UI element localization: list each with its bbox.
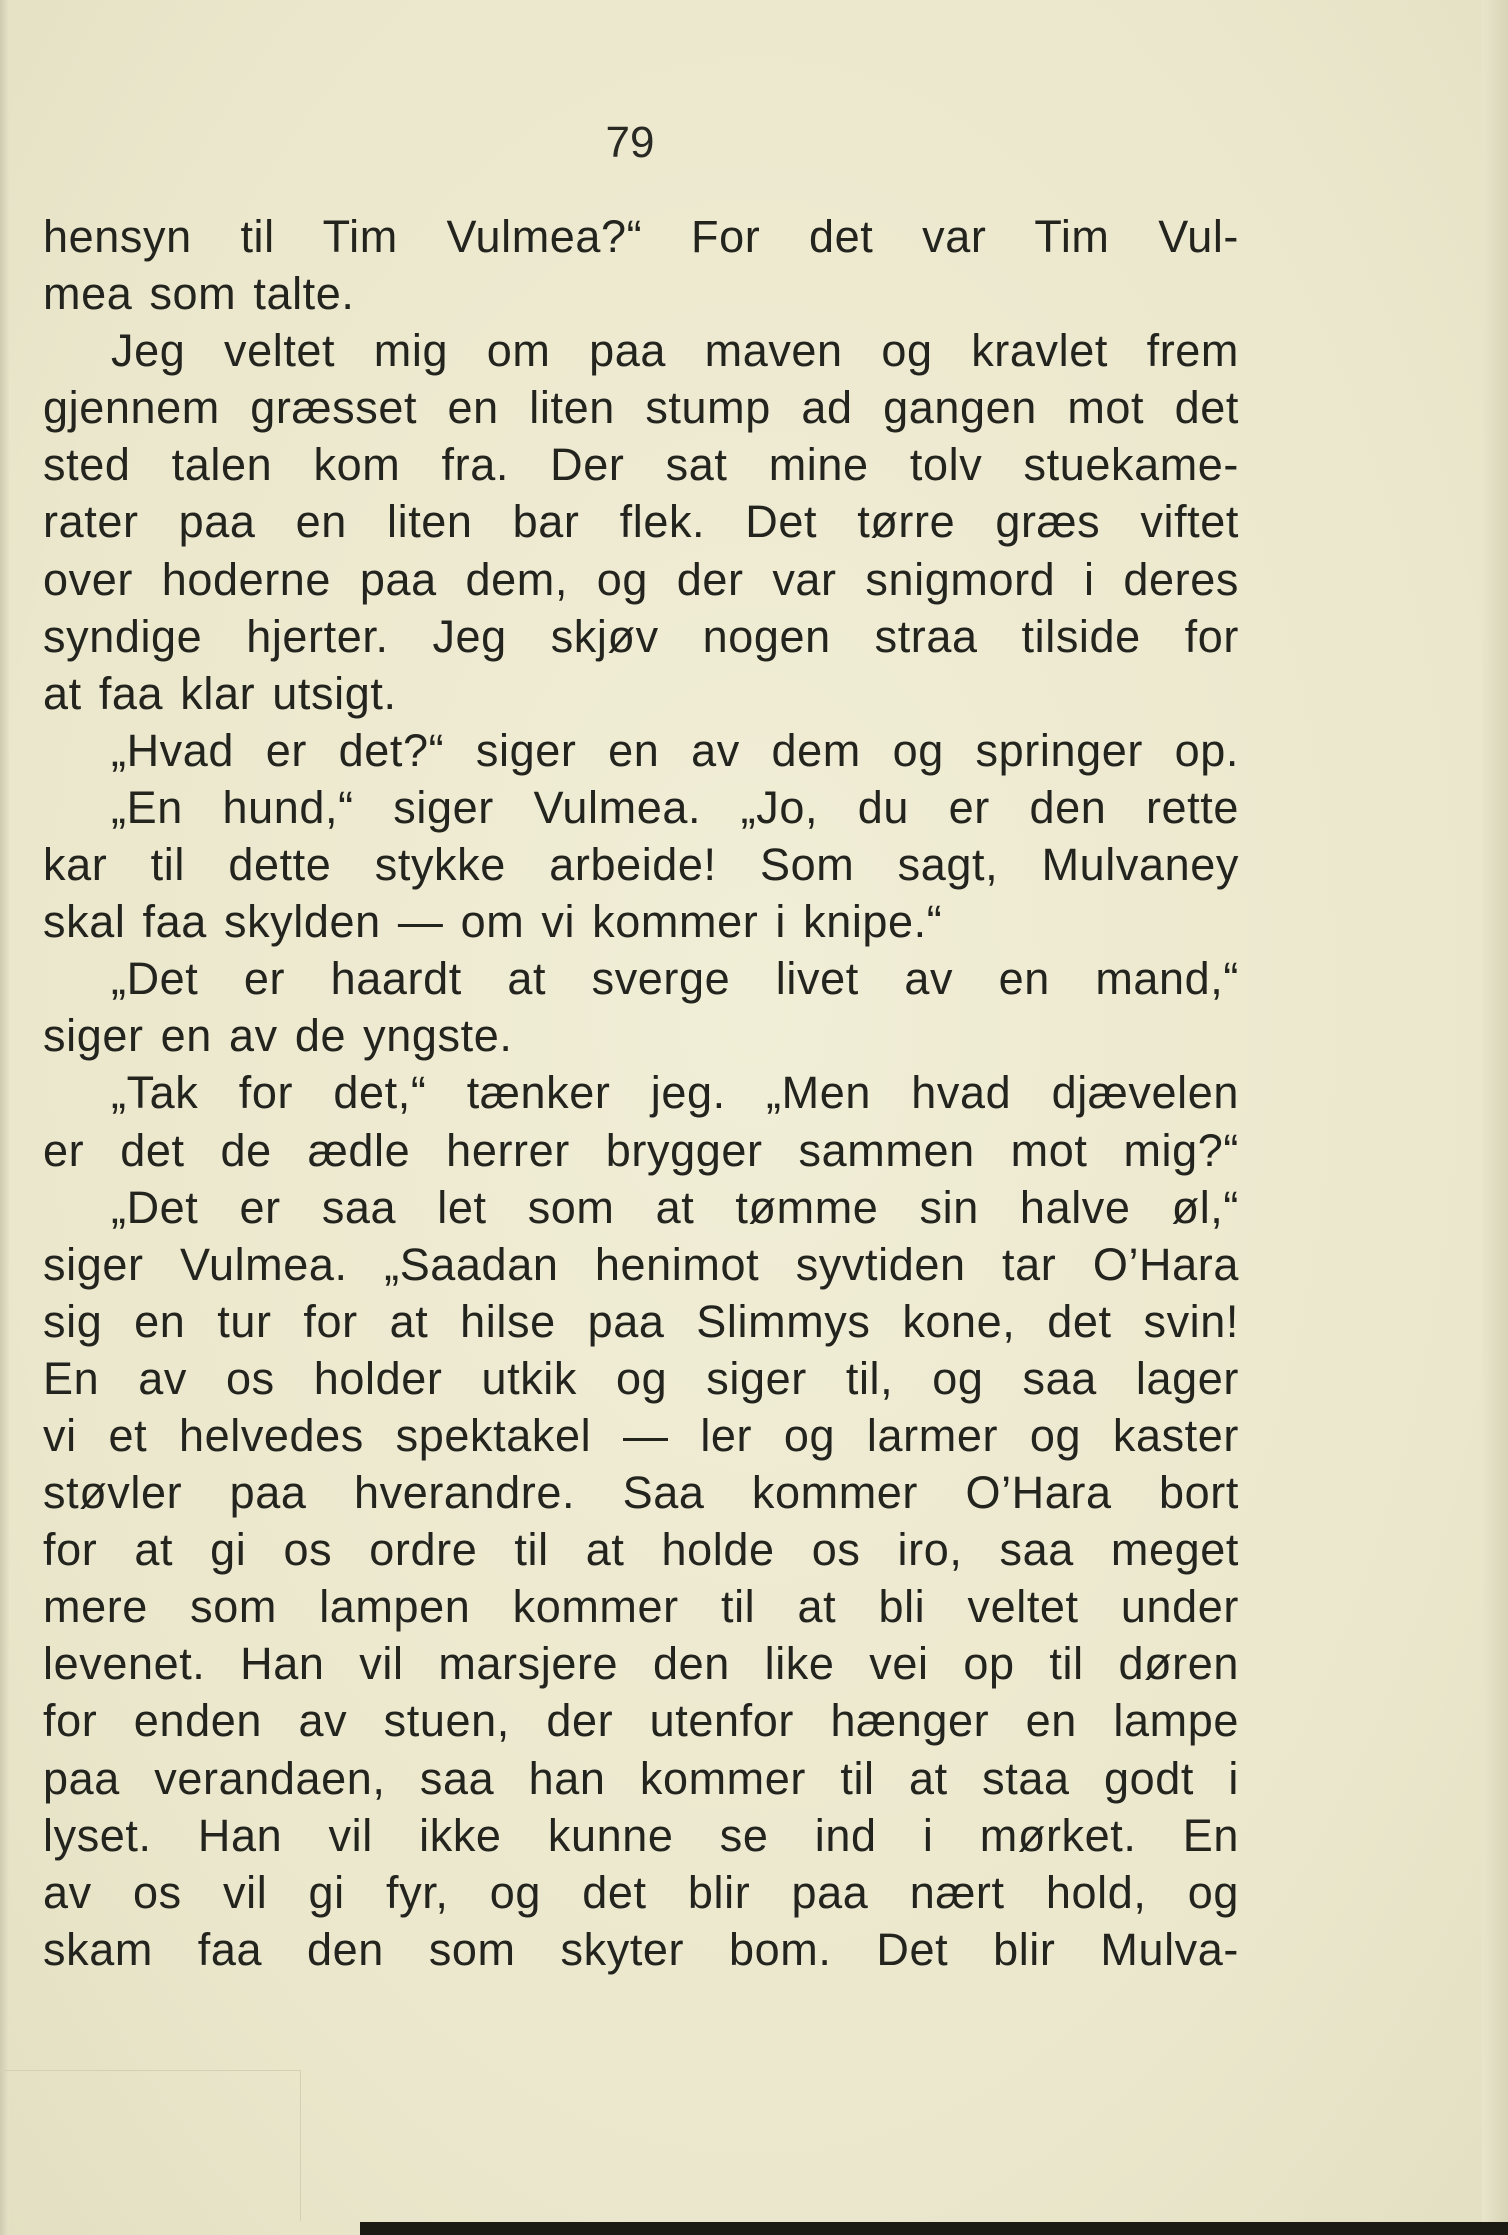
text-line: for enden av stuen, der utenfor hænger en lampe — [43, 1695, 1239, 1747]
text-line: „Hvad er det?“ siger en av dem og springer op. — [111, 724, 1239, 776]
text-line: lyset. Han vil ikke kunne se ind i mørket. En — [43, 1809, 1239, 1861]
text-line: hensyn til Tim Vulmea?“ For det var Tim Vul- — [43, 211, 1239, 262]
text-line: mea som talte. — [43, 268, 355, 320]
text-line: er det de ædle herrer brygger sammen mot mig?“ — [43, 1124, 1239, 1176]
text-line: at faa klar utsigt. — [43, 667, 397, 719]
text-line: Jeg veltet mig om paa maven og kravlet frem — [111, 325, 1239, 377]
text-line: siger en av de yngste. — [43, 1010, 513, 1062]
text-line: mere som lampen kommer til at bli veltet under — [43, 1581, 1239, 1633]
text-line: syndige hjerter. Jeg skjøv nogen straa tilside for — [43, 610, 1239, 662]
text-line: sted talen kom fra. Der sat mine tolv stuekame- — [43, 439, 1239, 491]
body-text — [43, 208, 1239, 1978]
text-line: siger Vulmea. „Saadan henimot syvtiden tar O’Hara — [43, 1238, 1239, 1290]
text-line: for at gi os ordre til at holde os iro, saa meget — [43, 1524, 1239, 1576]
text-line: „Det er haardt at sverge livet av en mand,“ — [111, 953, 1239, 1005]
text-line: skal faa skylden — om vi kommer i knipe.“ — [43, 896, 943, 948]
text-line: gjennem græsset en liten stump ad gangen mot det — [43, 382, 1239, 434]
corner-mark — [0, 2070, 301, 2221]
text-line: kar til dette stykke arbeide! Som sagt, Mulvaney — [43, 839, 1239, 891]
text-line: levenet. Han vil marsjere den like vei op til døren — [43, 1638, 1239, 1690]
text-line: av os vil gi fyr, og det blir paa nært hold, og — [43, 1866, 1239, 1918]
text-line: støvler paa hverandre. Saa kommer O’Hara bort — [43, 1467, 1239, 1519]
text-line: sig en tur for at hilse paa Slimmys kone, det svin! — [43, 1295, 1239, 1347]
text-line: vi et helvedes spektakel — ler og larmer og kaster — [43, 1409, 1239, 1461]
page-left-edge — [0, 0, 9, 2235]
page-number: 79 — [605, 118, 655, 167]
text-line: skam faa den som skyter bom. Det blir Mulva- — [43, 1923, 1239, 1975]
text-line: rater paa en liten bar flek. Det tørre græs viftet — [43, 496, 1239, 548]
text-line: En av os holder utkik og siger til, og saa lager — [43, 1352, 1239, 1404]
text-line: over hoderne paa dem, og der var snigmord i deres — [43, 553, 1239, 605]
text-line: „Tak for det,“ tænker jeg. „Men hvad djævelen — [111, 1067, 1239, 1119]
text-line: „En hund,“ siger Vulmea. „Jo, du er den rette — [111, 781, 1239, 833]
text-line: „Det er saa let som at tømme sin halve øl,“ — [111, 1181, 1239, 1233]
page-right-edge — [1482, 0, 1508, 2235]
scan-bottom-bar — [360, 2222, 1508, 2235]
text-line: paa verandaen, saa han kommer til at staa godt i — [43, 1752, 1239, 1804]
